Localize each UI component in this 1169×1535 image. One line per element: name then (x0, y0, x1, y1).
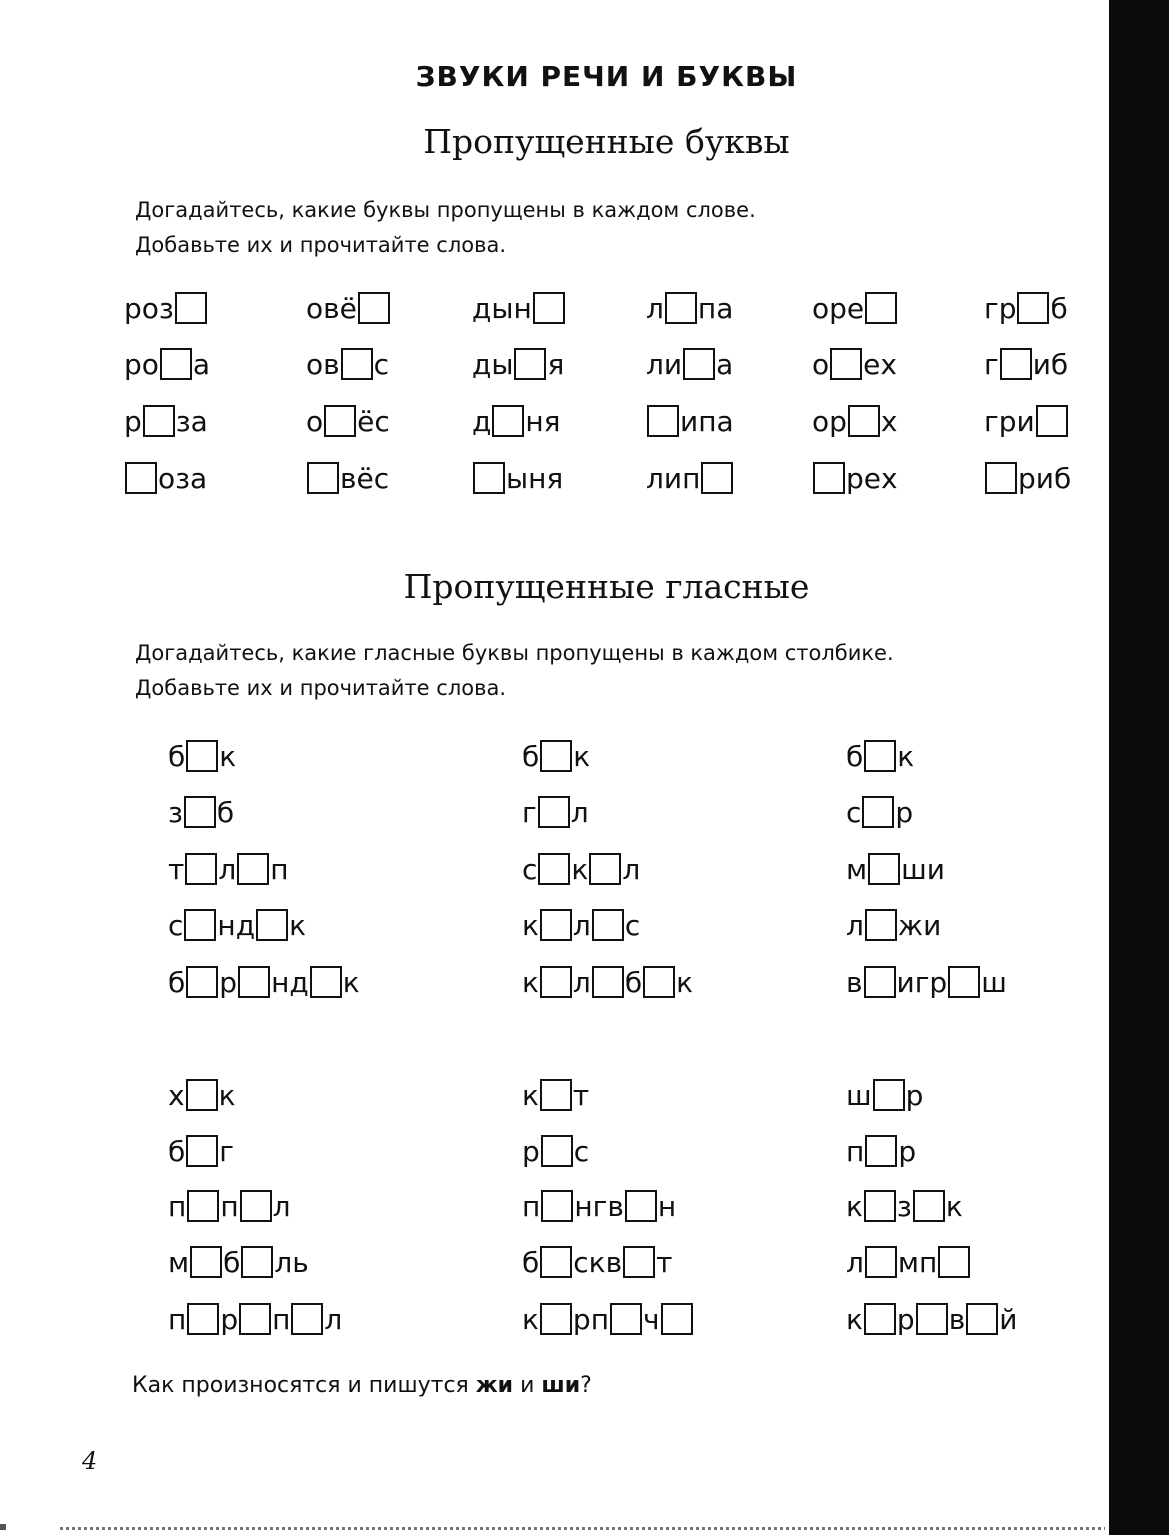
word-letters: л (622, 852, 641, 886)
word-letters: к (571, 852, 589, 886)
word-with-blanks (812, 403, 897, 439)
blank-letter-box[interactable] (665, 292, 697, 324)
word-letters: риб (1018, 461, 1072, 495)
word-with-blanks (646, 460, 734, 496)
word-letters: оре (812, 291, 865, 325)
word-letters: ши (901, 852, 945, 886)
word-letters: к (342, 965, 360, 999)
word-letters: иб (1032, 347, 1069, 381)
blank-letter-box[interactable] (873, 1079, 905, 1111)
word-with-blanks (984, 460, 1071, 496)
word-with-blanks (522, 1244, 672, 1280)
word-letters: ль (274, 1245, 309, 1279)
blank-letter-box[interactable] (948, 966, 980, 998)
blank-letter-box[interactable] (186, 1135, 218, 1167)
blank-letter-box[interactable] (848, 405, 880, 437)
word-letters: л (572, 908, 591, 942)
word-letters: нд (271, 965, 309, 999)
word-with-blanks (984, 403, 1069, 439)
blank-letter-box[interactable] (324, 405, 356, 437)
page-title: ЗВУКИ РЕЧИ И БУКВЫ (415, 60, 798, 93)
word-letters: р (124, 404, 142, 438)
blank-letter-box[interactable] (538, 796, 570, 828)
blank-letter-box[interactable] (862, 796, 894, 828)
word-with-blanks (522, 1077, 589, 1113)
word-letters: л (570, 795, 589, 829)
word-letters: п (522, 1189, 541, 1223)
word-letters: ор (812, 404, 847, 438)
word-letters: р (896, 1302, 915, 1336)
word-letters: нд (217, 908, 256, 942)
word-letters: п (272, 1302, 291, 1336)
word-letters: ёс (357, 404, 390, 438)
blank-letter-box[interactable] (864, 966, 896, 998)
word-letters: а (716, 347, 734, 381)
word-letters: в (846, 965, 863, 999)
word-letters: лип (646, 461, 701, 495)
word-with-blanks (124, 460, 207, 496)
word-with-blanks (472, 346, 564, 382)
blank-letter-box[interactable] (175, 292, 207, 324)
word-letters: оза (158, 461, 208, 495)
word-with-blanks (846, 1301, 1017, 1337)
word-letters: х (168, 1078, 185, 1112)
word-with-blanks (306, 460, 389, 496)
word-with-blanks (522, 907, 640, 943)
blank-letter-box[interactable] (238, 966, 270, 998)
word-letters: нгв (574, 1189, 624, 1223)
section1-title: Пропущенные буквы (423, 122, 790, 161)
word-with-blanks (846, 851, 945, 887)
blank-letter-box[interactable] (541, 1190, 573, 1222)
blank-letter-box[interactable] (625, 1190, 657, 1222)
word-letters: л (646, 291, 664, 325)
word-with-blanks (306, 346, 389, 382)
blank-letter-box[interactable] (864, 1190, 896, 1222)
word-with-blanks (472, 460, 563, 496)
word-letters: с (846, 795, 862, 829)
blank-letter-box[interactable] (533, 292, 565, 324)
blank-letter-box[interactable] (538, 853, 570, 885)
word-letters: п (270, 852, 289, 886)
word-with-blanks (168, 964, 360, 1000)
word-letters: б (168, 1134, 186, 1168)
blank-letter-box[interactable] (1000, 348, 1032, 380)
blank-letter-box[interactable] (540, 1246, 572, 1278)
word-letters: з (168, 795, 183, 829)
page-number: 4 (82, 1447, 98, 1475)
word-letters: роз (124, 291, 174, 325)
word-letters: ов (306, 347, 340, 381)
instruction-line: Догадайтесь, какие гласные буквы пропущены в каждом столбике. (135, 641, 894, 665)
word-letters: л (218, 852, 237, 886)
word-letters: г (219, 1134, 234, 1168)
section2-title: Пропущенные гласные (403, 567, 810, 606)
word-letters: с (522, 852, 538, 886)
word-with-blanks (646, 290, 733, 326)
word-with-blanks (522, 851, 640, 887)
word-with-blanks (168, 794, 234, 830)
word-letters: с (624, 908, 641, 942)
scan-speck (0, 1524, 6, 1530)
word-with-blanks (984, 346, 1068, 382)
word-letters: т (168, 852, 185, 886)
blank-letter-box[interactable] (661, 1303, 693, 1335)
word-letters: а (192, 347, 211, 381)
word-with-blanks (168, 1133, 234, 1169)
word-with-blanks (846, 1077, 923, 1113)
instruction-line: Добавьте их и прочитайте слова. (135, 233, 507, 257)
word-letters: т (572, 1078, 590, 1112)
word-letters: г (522, 795, 537, 829)
word-with-blanks (846, 964, 1007, 1000)
blank-letter-box[interactable] (184, 909, 216, 941)
blank-letter-box[interactable] (683, 348, 715, 380)
word-letters: к (573, 739, 591, 773)
word-letters: жи (897, 908, 942, 942)
word-with-blanks (168, 1301, 342, 1337)
word-letters: ды (472, 347, 514, 381)
word-letters: рех (846, 461, 898, 495)
blank-letter-box[interactable] (291, 1303, 323, 1335)
word-with-blanks (168, 851, 289, 887)
word-letters: к (522, 965, 539, 999)
word-letters: овё (306, 291, 357, 325)
word-letters: б (846, 739, 864, 773)
word-letters: к (846, 1302, 863, 1336)
blank-letter-box[interactable] (865, 292, 897, 324)
word-letters: ыня (506, 461, 564, 495)
instruction-line: Догадайтесь, какие буквы пропущены в каждом слове. (135, 198, 756, 222)
blank-letter-box[interactable] (239, 1303, 271, 1335)
word-letters: ех (863, 347, 897, 381)
blank-letter-box[interactable] (237, 853, 269, 885)
word-letters: о (306, 404, 324, 438)
question-mid: и (513, 1373, 542, 1398)
blank-letter-box[interactable] (1017, 292, 1049, 324)
blank-letter-box[interactable] (865, 1135, 897, 1167)
word-letters: п (168, 1302, 187, 1336)
word-with-blanks (168, 1188, 291, 1224)
word-with-blanks (812, 460, 898, 496)
word-letters: ипа (680, 404, 734, 438)
word-letters: б (522, 1245, 540, 1279)
blank-letter-box[interactable] (186, 740, 218, 772)
word-with-blanks (168, 738, 236, 774)
word-letters: л (846, 908, 864, 942)
word-letters: к (522, 1078, 539, 1112)
blank-letter-box[interactable] (916, 1303, 948, 1335)
word-letters: ш (846, 1078, 872, 1112)
word-letters: п (220, 1189, 239, 1223)
word-with-blanks (846, 1244, 971, 1280)
word-letters: р (219, 965, 238, 999)
word-letters: л (572, 965, 591, 999)
section2-instruction (135, 636, 894, 706)
blank-letter-box[interactable] (143, 405, 175, 437)
blank-letter-box[interactable] (592, 909, 624, 941)
question-prefix: Как произносятся и пишутся (132, 1373, 476, 1398)
blank-letter-box[interactable] (125, 462, 157, 494)
word-letters: игр (896, 965, 948, 999)
word-letters: ш (981, 965, 1007, 999)
blank-letter-box[interactable] (966, 1303, 998, 1335)
word-with-blanks (812, 290, 898, 326)
blank-letter-box[interactable] (341, 348, 373, 380)
word-letters: б (522, 739, 540, 773)
blank-letter-box[interactable] (865, 909, 897, 941)
word-letters: л (846, 1245, 864, 1279)
blank-letter-box[interactable] (186, 1079, 218, 1111)
word-letters: к (289, 908, 306, 942)
blank-letter-box[interactable] (540, 740, 572, 772)
word-letters: б (1050, 291, 1068, 325)
word-with-blanks (522, 738, 590, 774)
blank-letter-box[interactable] (184, 796, 216, 828)
word-letters: л (324, 1302, 343, 1336)
word-letters: ли (646, 347, 683, 381)
blank-letter-box[interactable] (610, 1303, 642, 1335)
blank-letter-box[interactable] (1036, 405, 1068, 437)
section1-instruction (135, 193, 756, 263)
word-with-blanks (306, 290, 391, 326)
blank-letter-box[interactable] (540, 1303, 572, 1335)
blank-letter-box[interactable] (864, 1303, 896, 1335)
word-letters: я (547, 347, 565, 381)
word-letters: р (898, 1134, 917, 1168)
blank-letter-box[interactable] (643, 966, 675, 998)
word-letters: мп (897, 1245, 938, 1279)
blank-letter-box[interactable] (358, 292, 390, 324)
word-with-blanks (472, 290, 566, 326)
word-with-blanks (846, 738, 914, 774)
word-letters: к (219, 739, 237, 773)
word-letters: рп (572, 1302, 610, 1336)
blank-letter-box[interactable] (623, 1246, 655, 1278)
word-letters: к (897, 739, 915, 773)
word-letters: гри (984, 404, 1035, 438)
word-letters: ч (643, 1302, 660, 1336)
word-with-blanks (522, 1188, 676, 1224)
word-letters: с (373, 347, 390, 381)
word-letters: л (272, 1189, 291, 1223)
word-letters: к (945, 1189, 963, 1223)
blank-letter-box[interactable] (868, 853, 900, 885)
blank-letter-box[interactable] (592, 966, 624, 998)
word-letters: ня (525, 404, 561, 438)
question-suffix: ? (580, 1373, 592, 1398)
instruction-line: Добавьте их и прочитайте слова. (135, 676, 507, 700)
word-letters: р (895, 795, 914, 829)
word-with-blanks (168, 1244, 309, 1280)
word-with-blanks (124, 290, 208, 326)
word-letters: з (896, 1189, 912, 1223)
blank-letter-box[interactable] (187, 1190, 219, 1222)
word-letters: б (624, 965, 643, 999)
word-letters: о (812, 347, 830, 381)
word-letters: г (984, 347, 999, 381)
word-letters: к (522, 908, 539, 942)
word-with-blanks (984, 290, 1068, 326)
word-with-blanks (646, 403, 734, 439)
blank-letter-box[interactable] (241, 1246, 273, 1278)
blank-letter-box[interactable] (985, 462, 1017, 494)
blank-letter-box[interactable] (540, 966, 572, 998)
word-with-blanks (124, 403, 208, 439)
word-letters: п (846, 1134, 865, 1168)
scan-bottom-edge (60, 1527, 1105, 1530)
word-letters: скв (573, 1245, 623, 1279)
word-letters: м (168, 1245, 190, 1279)
blank-letter-box[interactable] (913, 1190, 945, 1222)
blank-letter-box[interactable] (540, 909, 572, 941)
blank-letter-box[interactable] (514, 348, 546, 380)
word-letters: х (880, 404, 898, 438)
word-with-blanks (846, 1133, 916, 1169)
word-with-blanks (846, 1188, 963, 1224)
blank-letter-box[interactable] (865, 1246, 897, 1278)
blank-letter-box[interactable] (701, 462, 733, 494)
blank-letter-box[interactable] (160, 348, 192, 380)
word-letters: ро (124, 347, 159, 381)
blank-letter-box[interactable] (190, 1246, 222, 1278)
word-letters: за (175, 404, 208, 438)
word-with-blanks (846, 907, 941, 943)
word-letters: н (657, 1189, 677, 1223)
word-letters: б (216, 795, 235, 829)
word-letters: б (168, 965, 186, 999)
word-letters: дын (472, 291, 532, 325)
word-letters: й (999, 1302, 1018, 1336)
word-letters: с (573, 1134, 590, 1168)
word-letters: па (697, 291, 734, 325)
word-letters: с (168, 908, 184, 942)
word-letters: п (168, 1189, 187, 1223)
word-letters: гр (984, 291, 1017, 325)
blank-letter-box[interactable] (185, 853, 217, 885)
blank-letter-box[interactable] (541, 1135, 573, 1167)
word-with-blanks (646, 346, 733, 382)
word-with-blanks (306, 403, 390, 439)
question-word-shi: ши (541, 1373, 581, 1398)
word-with-blanks (522, 964, 693, 1000)
blank-letter-box[interactable] (310, 966, 342, 998)
word-with-blanks (124, 346, 210, 382)
word-letters: м (846, 852, 868, 886)
word-letters: д (472, 404, 492, 438)
word-letters: т (656, 1245, 673, 1279)
blank-letter-box[interactable] (589, 853, 621, 885)
blank-letter-box[interactable] (473, 462, 505, 494)
scan-dark-edge (1109, 0, 1169, 1535)
word-letters: б (223, 1245, 241, 1279)
word-with-blanks (522, 1301, 694, 1337)
question-text (132, 1373, 592, 1398)
word-letters: р (220, 1302, 239, 1336)
blank-letter-box[interactable] (187, 1303, 219, 1335)
blank-letter-box[interactable] (186, 966, 218, 998)
blank-letter-box[interactable] (830, 348, 862, 380)
word-letters: р (905, 1078, 924, 1112)
word-letters: к (846, 1189, 863, 1223)
word-with-blanks (812, 346, 897, 382)
blank-letter-box[interactable] (307, 462, 339, 494)
word-letters: р (522, 1134, 540, 1168)
blank-letter-box[interactable] (492, 405, 524, 437)
word-letters: к (522, 1302, 539, 1336)
word-letters: б (168, 739, 186, 773)
word-with-blanks (472, 403, 561, 439)
word-with-blanks (846, 794, 913, 830)
word-letters: в (948, 1302, 966, 1336)
word-with-blanks (522, 1133, 589, 1169)
blank-letter-box[interactable] (813, 462, 845, 494)
blank-letter-box[interactable] (938, 1246, 970, 1278)
blank-letter-box[interactable] (256, 909, 288, 941)
word-letters: вёс (340, 461, 390, 495)
word-with-blanks (522, 794, 589, 830)
blank-letter-box[interactable] (864, 740, 896, 772)
blank-letter-box[interactable] (240, 1190, 272, 1222)
blank-letter-box[interactable] (540, 1079, 572, 1111)
question-word-zhi: жи (475, 1373, 514, 1398)
word-letters: к (218, 1078, 236, 1112)
word-with-blanks (168, 1077, 236, 1113)
blank-letter-box[interactable] (647, 405, 679, 437)
word-with-blanks (168, 907, 306, 943)
word-letters: к (676, 965, 694, 999)
